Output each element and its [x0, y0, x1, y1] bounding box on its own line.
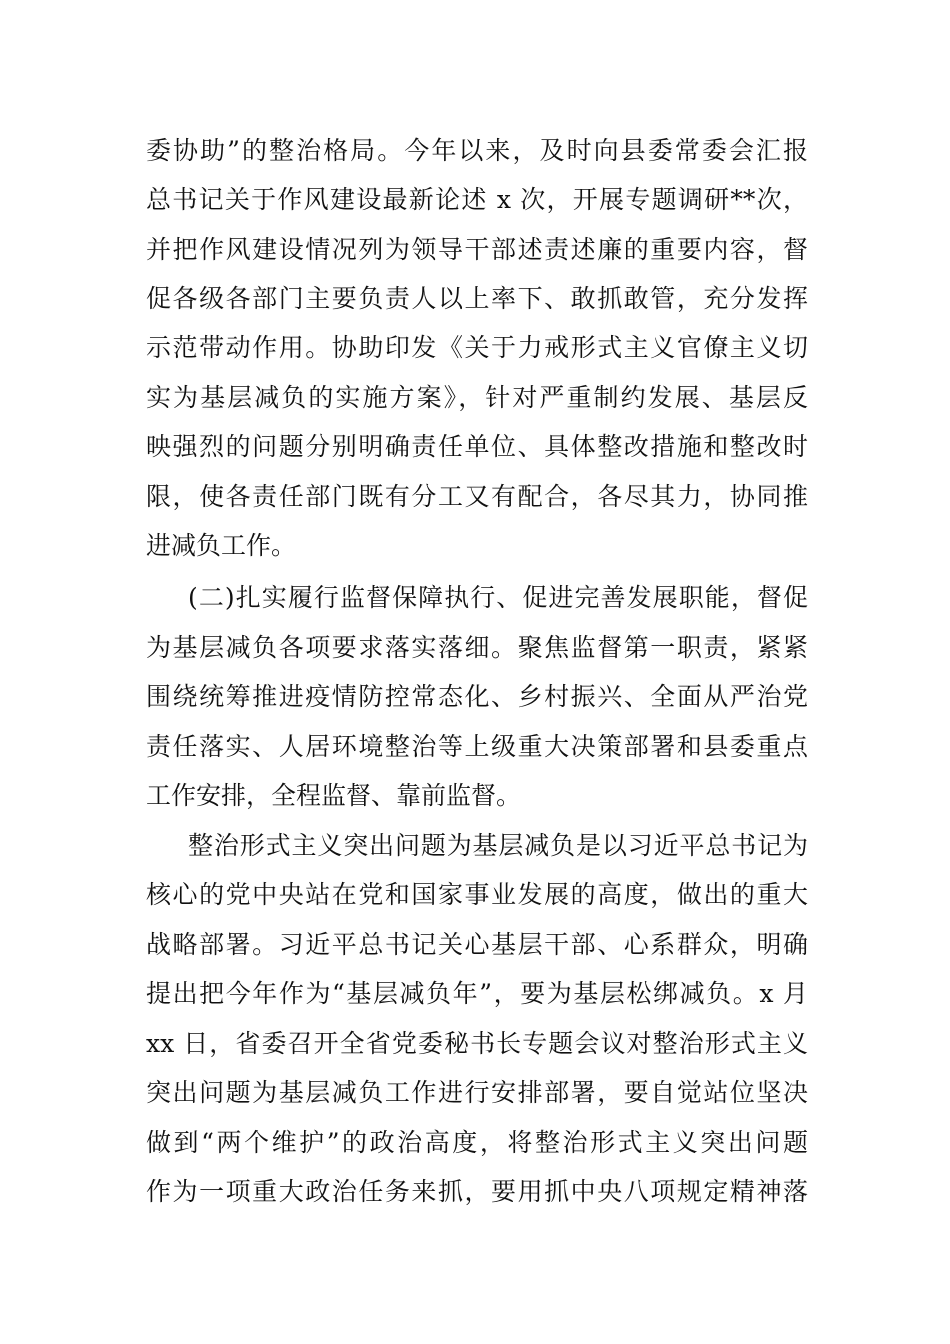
- paragraph-line: 促各级各部门主要负责人以上率下、敢抓敢管，充分发挥: [146, 284, 808, 313]
- paragraph-line: 整治形式主义突出问题为基层减负是以习近平总书记为: [188, 831, 808, 860]
- paragraph-line: 责任落实、人居环境整治等上级重大决策部署和县委重点: [146, 732, 808, 761]
- paragraph-line: 作为一项重大政治任务来抓，要用抓中央八项规定精神落: [146, 1177, 808, 1206]
- paragraph-line: 突出问题为基层减负工作进行安排部署，要自觉站位坚决: [146, 1078, 808, 1107]
- paragraph-line: 并把作风建设情况列为领导干部述责述廉的重要内容，督: [146, 235, 808, 264]
- paragraph-line: (二)扎实履行监督保障执行、促进完善发展职能，督促: [188, 583, 808, 612]
- paragraph-line: 总书记关于作风建设最新论述 x 次，开展专题调研**次，: [146, 185, 808, 214]
- paragraph-line: 做到“两个维护”的政治高度，将整治形式主义突出问题: [146, 1128, 808, 1157]
- paragraph-line: 实为基层减负的实施方案》，针对严重制约发展、基层反: [146, 383, 808, 412]
- paragraph-line: 围绕统筹推进疫情防控常态化、乡村振兴、全面从严治党: [146, 682, 808, 711]
- paragraph-line: 提出把今年作为“基层减负年”，要为基层松绑减负。x 月: [146, 979, 808, 1008]
- paragraph-line: 工作安排，全程监督、靠前监督。: [146, 781, 522, 810]
- paragraph-line: 映强烈的问题分别明确责任单位、具体整改措施和整改时: [146, 432, 808, 461]
- paragraph-line: 核心的党中央站在党和国家事业发展的高度，做出的重大: [146, 880, 808, 909]
- paragraph-line: 为基层减负各项要求落实落细。聚焦监督第一职责，紧紧: [146, 633, 808, 662]
- paragraph-line: 委协助”的整治格局。今年以来，及时向县委常委会汇报: [146, 136, 808, 165]
- paragraph-line: 战略部署。习近平总书记关心基层干部、心系群众，明确: [146, 930, 808, 959]
- paragraph-line: 示范带动作用。协助印发《关于力戒形式主义官僚主义切: [146, 333, 808, 362]
- paragraph-line: 进减负工作。: [146, 531, 297, 560]
- paragraph-line: xx 日，省委召开全省党委秘书长专题会议对整治形式主义: [146, 1029, 808, 1058]
- paragraph-line: 限，使各责任部门既有分工又有配合，各尽其力，协同推: [146, 482, 808, 511]
